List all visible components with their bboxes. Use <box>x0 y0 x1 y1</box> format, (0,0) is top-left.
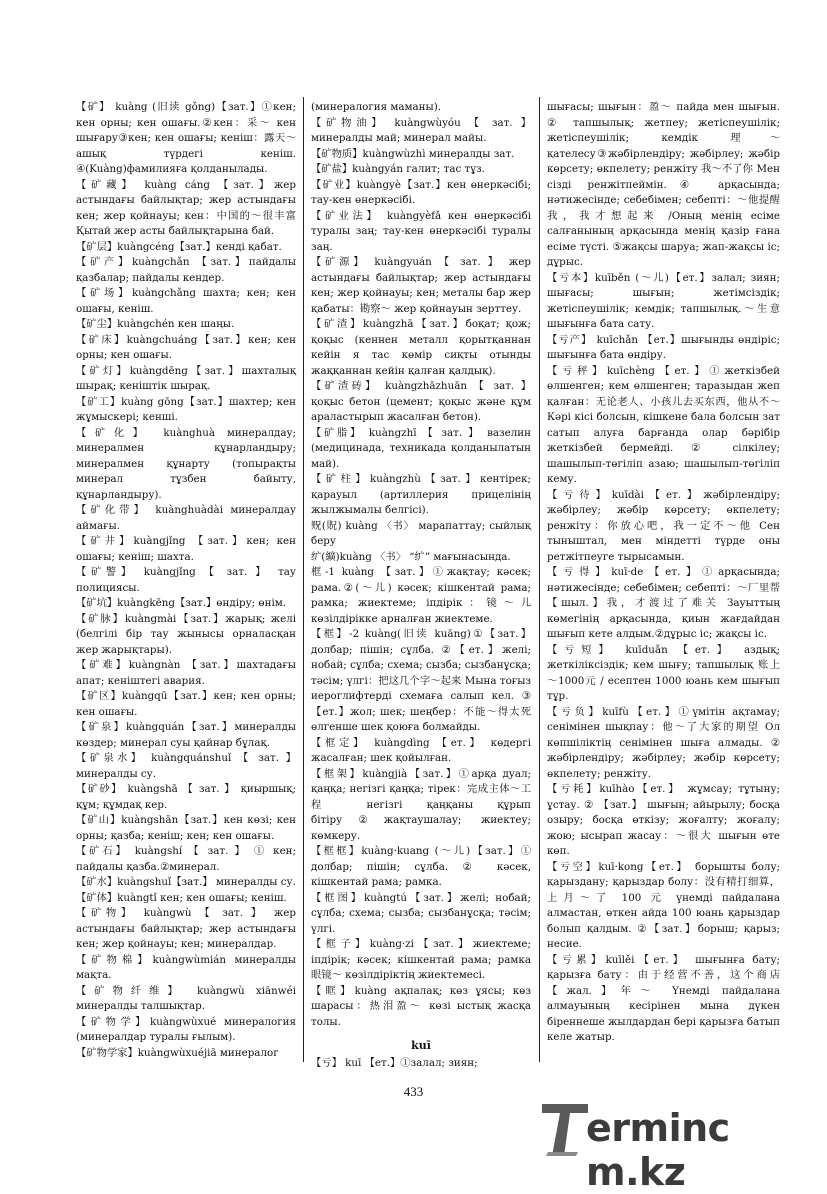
dictionary-entry: 【矿石】 kuàngshí 【 зат. 】 ① кен; пайдалы қазба.②минерал. <box>76 845 296 873</box>
dictionary-entry: 框-1 kuàng 【зат.】①жақтау; кәсек; рама.②(～儿) кәсек; кішкентай рама; рамка; жиектеме; іпдірік：镜～儿 көзілдірікке арналған жиектеме. <box>311 566 531 625</box>
dictionary-entry: 【矿泉】kuàngquán【зат.】минералды көздер; минерал суы қайнар бұлақ. <box>76 721 296 749</box>
dictionary-entry: 【矿井】kuàngjǐng 【зат.】кен; кен ошағы; кеніш; шахта. <box>76 535 296 563</box>
dictionary-entry: 【亏负】kuīfù【ет.】①үмітін ақтамау; сенімінен шықпау：他～了大家的期望 Ол көпшіліктің сенімінен шыға алмады. ② жәбірлендіру; жәбірлеу; жәбір көрсету; өкпелету; ренжіту. <box>547 705 780 780</box>
termincom-logo[interactable] <box>540 1098 810 1194</box>
dictionary-entry: 【亏待】kuīdài【ет.】жәбірлендіру; жәбірлеу; жәбір көрсету; өкпелету; ренжіту：你放心吧，我一定不～他 Сен тыныштал, мен міндетті түрде оны ретжітпеуге тырысамын. <box>547 488 780 563</box>
logo-wordmark: erminc m.kz <box>586 1106 730 1194</box>
dictionary-entry: 【亏耗】kuīhào【ет.】 жұмсау; тұтыну; ұстау. ② 【зат.】 шығын; айырылу; босқа озыру; босқа өткізу; жоғалту; жоғалу; жою; ысырап жасау：～很大 шығын өте көп. <box>547 783 780 857</box>
dictionary-entry: 【矿渣砖】 kuàngzhāzhuān 【 зат. 】 қоқыс бетон (цемент; қоқыс және құм араластырып жасалған бетон). <box>311 380 531 423</box>
dictionary-entry: 【矿物油】 kuàngwùyóu 【 зат. 】 минералды май; минерал майы. <box>311 116 531 144</box>
dictionary-entry: 【矿物】 kuàngwù 【 зат. 】 жер астындағы байлықтар; жер астындағы кен; жер қойнауы; кен; минералдар. <box>76 907 296 950</box>
section-heading: kuī <box>411 1039 431 1052</box>
dictionary-entry: 【亏空】kuī·kong【ет.】 борышты болу; қарыздану; қарыздар болу：没有精打细算，上月～了 100 元 үнемді пайдалана алмастан, өткен айда 100 юань қарыздар болып қалдым. ②【зат.】борыш; қарыз; несие. <box>547 860 780 950</box>
dictionary-entry: 【矿业】kuàngyè【зат.】кен өнеркәсібі; тау-кен өнеркәсібі. <box>311 178 531 206</box>
dictionary-entry: 【矿体】kuàngtǐ кен; кен ошағы; кеніш. <box>76 891 287 904</box>
dictionary-entry: 【矿山】kuàngshān【зат.】кен көзі; кен орны; қазба; кеніш; кен; кен ошағы. <box>76 814 296 842</box>
dictionary-entry: 【亏本】kuīběn (～儿)【ет.】залал; зиян; шығасы; шығын; жетімсіздік; жетіспеушілік; кемдік; тапшылық.～生意 шығынға бата сату. <box>547 271 780 330</box>
dictionary-entry: 【矿床】kuàngchuáng【зат.】кен; кен орны; кен ошағы. <box>76 333 296 361</box>
dictionary-entry: (минералогия маманы). <box>311 101 441 113</box>
dictionary-entry: 【矿物纤维】 kuàngwù xiānwéi минералды талшықтар. <box>76 984 296 1012</box>
dictionary-entry: 【矿脂】 kuàngzhī 【 зат. 】 вазелин (медицинада, техникада қолданылатын май). <box>311 426 531 470</box>
dictionary-entry: 【矿尘】kuàngchén кен шаңы. <box>76 318 235 330</box>
column-divider-right <box>539 97 540 1062</box>
dictionary-entry: 【眶】kuàng ақпалақ; көз ұясы; көз шарасы：热泪盈～ көзі ыстық жасқа толы. <box>311 984 531 1028</box>
dictionary-entry: 【亏得】kuī·de【ет.】①арқасында; нәтижесінде; себебімен; себепті：～厂里帮【шыл.】我，才渡过了难关 Зауыттың көмегінің арқасында, қиын жағдайдан шығып кете алдым.②дұрыс іс; жақсы іс. <box>547 566 780 640</box>
dictionary-entry: 纩(纊)kuàng 〈书〉 “纩” мағынасында. <box>311 550 511 563</box>
dictionary-entry: 【矿】 kuàng (旧读 gǒng)【зат.】①кен; кен орны; кен ошағы.②кен：采～ кен шығару③кен; кен ошағы; кеніш：露天～ ашық түрдегі кеніш. ④(Kuàng)фамилияға қолданылады. <box>76 101 296 175</box>
dictionary-entry: 【矿工】kuàng gōng【зат.】шахтер; кен жұмыскері; кенші. <box>76 395 296 423</box>
dictionary-entry: 【矿物棉】kuàngwùmián минералды мақта. <box>76 953 296 981</box>
dictionary-column-1 <box>76 100 296 1061</box>
dictionary-entry: 【框定】 kuàngdìng 【ет.】 көдергі жасалған; шек қойылған. <box>311 736 531 764</box>
dictionary-entry: 【矿物学家】kuàngwùxuéjiā минералог <box>76 1046 279 1059</box>
dictionary-entry: 【矿灯】kuàngdēng【зат.】шахталық шырақ; кеніштік шырақ. <box>76 364 296 392</box>
dictionary-entry: 【矿物质】kuàngwùzhì минералды зат. <box>311 147 515 160</box>
dictionary-entry: 【矿难】kuàngnàn 【зат.】шахтадағы апат; кеніштегі авария. <box>76 659 296 687</box>
dictionary-column-2 <box>311 100 531 1071</box>
dictionary-entry: 【框图】kuàngtú【зат.】желі; нобай; сұлба; схема; сызба; сызбанұсқа; тәсім; үлгі. <box>311 891 531 935</box>
dictionary-entry: 【框框】kuàng·kuang (～儿)【зат.】① долбар; пішін; сұлба. ② кәсек, кішкентай рама; рамка. <box>311 845 531 888</box>
dictionary-entry: 【矿柱】kuàngzhù【зат.】кентірек; қарауыл (артиллерия прицелінің жылжымалы белгісі). <box>311 473 531 516</box>
dictionary-entry: 【矿渣】kuàngzhā【зат.】боқат; қож; қоқыс (кеннен металл қорытқаннан кейін я тас көмір сиқты отынды жаққаннан кейін қалған қалдық). <box>311 318 531 377</box>
dictionary-entry: 【框】-2 kuàng(旧读 kuāng)①【зат.】 долбар; пішін; сұлба. ②【ет.】желі; нобай; сұлба; схема; сызба; сызбанұсқа; тәсім; үлгі：把这几个字～起来 Мына тоғыз иероглифтерді схемаға салып кел. ③【ет.】жол; шек; шеңбер：不能～得太死 өлгенше шек қоюға болмайды. <box>311 628 531 733</box>
dictionary-entry: 【亏短】 kuīduǎn 【ет.】 аздық; жеткіліксіздік; кем шығу; тапшылық 账上～1000元 / есептен 1000 юань кем шығып тұр. <box>547 643 780 702</box>
dictionary-entry: 贶(貺) kuàng 〈书〉 марапаттау; сыйлық беру <box>311 519 531 547</box>
dictionary-entry: 【矿盐】kuàngyán галит; тас тұз. <box>311 163 485 175</box>
dictionary-entry: 【框子】kuàng·zi【зат.】жиектеме; іпдірік; кәсек; кішкентай рама; рамка 眼镜～ көзілдіріктің жиектемесі. <box>311 938 531 981</box>
dictionary-entry: 【亏产】 kuīchǎn 【ет.】шығынды өндіріс; шығынға бата өндіру. <box>547 333 780 361</box>
dictionary-entry: 【矿砂】 kuàngshā 【 зат. 】 қиыршық; құм; құмдақ кер. <box>76 783 296 811</box>
dictionary-entry: 【矿层】kuàngcéng【зат.】кенді қабат. <box>76 240 282 253</box>
dictionary-entry: 【矿场】kuàngchǎng шахта; кен; кен ошағы, кеніш. <box>76 287 296 315</box>
dictionary-column-3 <box>547 100 780 1046</box>
dictionary-entry: 【矿脉】kuàngmài【зат.】жарық; желі (белгілі бір тау жынысы орналасқан жер жарықтары). <box>76 612 296 656</box>
dictionary-entry: 【矿区】kuàngqū【зат.】кен; кен орны; кен ошағы. <box>76 690 296 718</box>
dictionary-entry: 【亏累】kuīlěi【ет.】 шығынға бату; қарызға бату：由于经营不善，这个商店【жал.】年～ Үнемді пайдалана алмауының кесірінен мына дүкен біреннеше жылдардан бері қарызға батып келе жатыр. <box>547 953 780 1043</box>
dictionary-entry: 【框架】kuàngjià【зат.】①арқа дуал; қаңқа; негізгі қаңқа; тірек：完成主体～工程 негізгі қаңқаны құрып бітіру②жақтаушалау; жиектеу; көмкеру. <box>311 767 531 842</box>
dictionary-entry: 【矿物学】kuàngwùxué минералогия (минералдар туралы ғылым). <box>76 1015 296 1043</box>
dictionary-entry: 【矿化】 kuànghuà минералдау; минералмен құнарландыру; минералмен құнарту (топырақты минерал тұзбен байыту, құнарландыру). <box>76 426 296 501</box>
dictionary-entry: 【矿业法】 kuàngyèfǎ кен өнеркәсібі туралы заң; тау-кен өнеркәсібі туралы заң. <box>311 209 531 253</box>
page-number: 433 <box>403 1084 424 1099</box>
column-divider-left <box>303 97 304 1062</box>
dictionary-entry: 【矿产】kuàngchǎn 【зат.】пайдалы қазбалар; пайдалы кендер. <box>76 256 296 284</box>
dictionary-entry: 【矿坑】kuàngkēng【зат.】өндіру; өнім. <box>76 597 287 609</box>
dictionary-entry: 【亏】 kuī 【ет.】①залал; зиян; <box>311 1056 478 1069</box>
logo-t-mark-icon <box>540 1102 590 1158</box>
dictionary-entry: 【矿化带】 kuànghuàdài минералдау аймағы. <box>76 504 296 532</box>
dictionary-entry: 【矿警】 kuàngjǐng 【 зат. 】 тау полициясы. <box>76 566 296 594</box>
dictionary-entry: 【矿藏】 kuàng cáng 【зат.】жер астындағы байлықтар; жер астындағы кен; жер қойнауы; кен：中国的～很丰富 Қытай жер асты байлықтарына бай. <box>76 178 296 237</box>
dictionary-entry: 【亏秤】kuīchèng【ет.】①жеткізбей өлшенген; кем өлшенген; таразыдан жеп қалған：无论老人、小孩儿去买东西，他从不～ Кәрі кісі болсын, кішкене бала болсын зат сатып алуға барғанда олар бәрібір жеткізбей бермейді. ② сілкілеу; шашылып-төгіліп азаю; шашылып-төгіліп кему. <box>547 364 780 485</box>
dictionary-entry: 【矿源】 kuàngyuán 【 зат. 】 жер астындағы байлықтар; жер астындағы кен; жер қойнауы; кен; металы бар жер қабаты：勘察～ жер қойнауын зерттеу. <box>311 256 531 315</box>
dictionary-entry: 【矿泉水】 kuàngquánshuǐ 【 зат. 】 минералды су. <box>76 752 296 780</box>
dictionary-entry: шығасы; шығын：盈～ пайда мен шығын. ② тапшылық; жетпеу; жетіспеушілік; жетіспеушілік; кемдік 理～ қателесу③жәбірлендіру; жәбірлеу; жәбір көрсету; өкпелету; ренжіту 我～不了你 Мен сізді ренжітпеймін.④ арқасында; нәтижесінде; себебімен; себепті：～他提醒我，我才想起来 /Оның менің есіме салғанының арқасында менің қазір ғана есіме түсті. ⑤жақсы шаруа; жап-жақсы іс; дұрыс. <box>547 101 780 268</box>
dictionary-entry: 【矿水】kuàngshuǐ【зат.】 минералды су. <box>76 876 296 888</box>
